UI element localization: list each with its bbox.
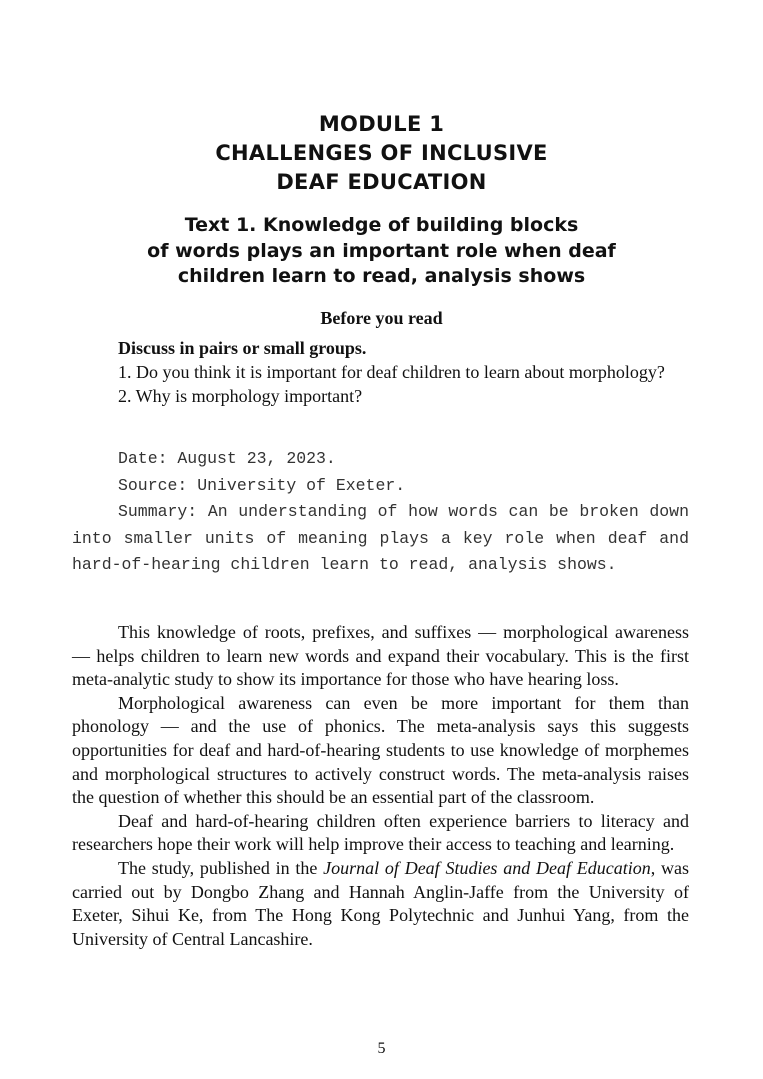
before-you-read-heading: Before you read [320,308,443,328]
discussion-instruction: Discuss in pairs or small groups. [118,338,367,358]
article-metadata [72,446,689,579]
module-heading-line: DEAF EDUCATION [276,170,487,194]
journal-title: Journal of Deaf Studies and Deaf Education [323,857,651,878]
paragraph: Morphological awareness can even be more important for them than phonology — and the use of phonics. The meta-analysis says this suggests opportunities for deaf and hard-of-hearing students to use knowledge of morphemes and morphological structures to actively construct words. The meta-analysis raises the question of whether this should be an essential part of the classroom. [72,692,689,808]
module-heading [0,110,763,197]
article-summary: Summary: An understanding of how words can be broken down into smaller units of meaning plays a key role when deaf and hard-of-hearing children learn to read, analysis shows. [72,502,689,575]
paragraph-text: The study, published in the [118,857,324,878]
module-heading-line: MODULE 1 [318,112,445,136]
paragraph [72,857,689,951]
paragraph: Deaf and hard-of-hearing children often experience barriers to literacy and researchers hope their work will help improve their access to teaching and learning. [72,810,689,855]
article-body [72,621,689,951]
page-number: 5 [377,1040,386,1057]
text-title-line: Text 1. Knowledge of building blocks [184,214,579,236]
paragraph: This knowledge of roots, prefixes, and suffixes — morphological awareness — helps children to learn new words and expand their vocabulary. This is the first meta-analytic study to show its importance for those who have hearing loss. [72,622,689,690]
article-date: Date: August 23, 2023. [118,449,336,468]
module-heading-line: CHALLENGES OF INCLUSIVE [215,141,548,165]
article-source: Source: University of Exeter. [118,475,406,495]
paragraph-text: , was carried out by Dongbo Zhang and Hannah Anglin-Jaffe from the University of Exeter, Sihui Ke, from The Hong Kong Polytechnic and Junhui Yang, from the University of Central Lancashire. [72,857,689,949]
text-title-line: of words plays an important role when deaf [147,239,616,262]
text-title-line: children learn to read, analysis shows [177,265,586,287]
question-1: 1. Do you think it is important for deaf children to learn about morphology? [118,362,665,382]
discussion-section [72,336,689,408]
text-title [120,213,643,290]
question-2: 2. Why is morphology important? [118,386,363,406]
